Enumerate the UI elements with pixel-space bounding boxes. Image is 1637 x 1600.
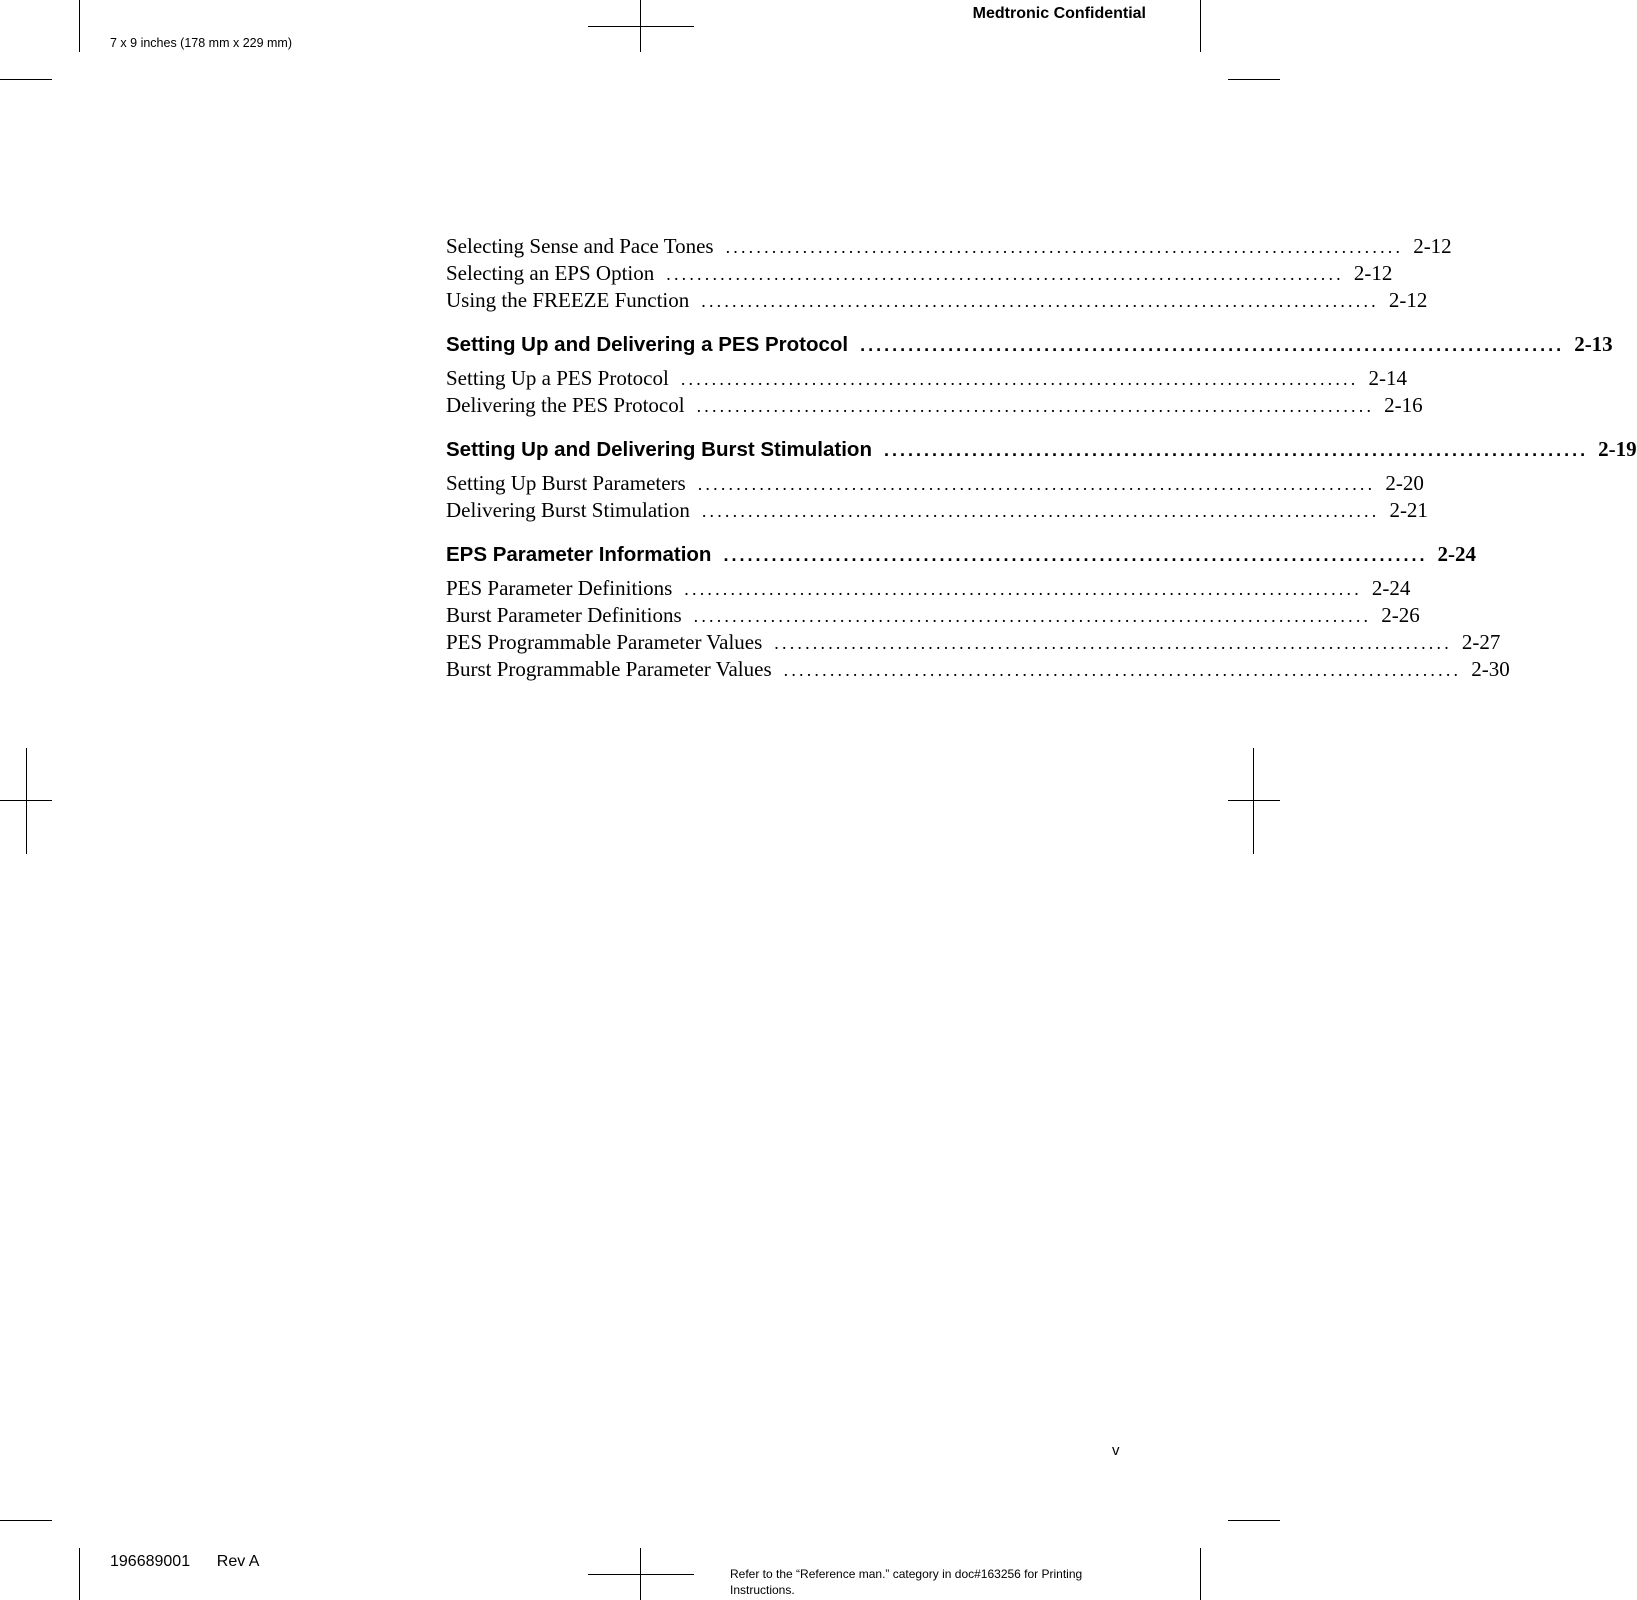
toc-entry-title: Burst Programmable Parameter Values xyxy=(446,657,772,681)
dot-leader: ........................................................................................ xyxy=(666,264,1344,284)
crop-mark xyxy=(1228,1520,1280,1521)
toc-entry-title: Delivering Burst Stimulation xyxy=(446,498,690,522)
crop-mark xyxy=(1200,1548,1201,1600)
toc-entry-page: 2-14 xyxy=(1368,366,1407,390)
toc-section-page: 2-19 xyxy=(1598,437,1637,461)
confidential-label: Medtronic Confidential xyxy=(972,5,1146,22)
toc-section-page: 2-24 xyxy=(1437,542,1477,566)
dot-leader: ........................................................................................ xyxy=(723,545,1428,565)
toc-entry-page: 2-16 xyxy=(1384,393,1423,417)
toc-entry-page: 2-26 xyxy=(1381,603,1420,627)
toc-entry[interactable] xyxy=(446,233,1452,260)
crop-mark xyxy=(79,1548,80,1600)
toc-entry-title: PES Parameter Definitions xyxy=(446,576,673,600)
toc-entry-title: Setting Up a PES Protocol xyxy=(446,366,669,390)
toc-entry-page: 2-12 xyxy=(1388,288,1428,312)
dot-leader: ........................................................................................ xyxy=(696,396,1375,416)
document-revision: Rev A xyxy=(216,1553,260,1570)
page-folio: v xyxy=(1112,1442,1120,1459)
toc-entry[interactable] xyxy=(446,497,1428,524)
toc-entry[interactable] xyxy=(446,575,1411,602)
toc-section-title: EPS Parameter Information xyxy=(446,543,712,566)
toc-entry-page: 2-12 xyxy=(1413,234,1452,258)
toc-entry-page: 2-21 xyxy=(1389,498,1428,522)
trim-size-label: 7 x 9 inches (178 mm x 229 mm) xyxy=(110,36,293,50)
crop-mark xyxy=(0,1520,52,1521)
toc-entry-page: 2-24 xyxy=(1371,576,1411,600)
toc-entry[interactable] xyxy=(446,365,1407,392)
toc-entry-title: Setting Up Burst Parameters xyxy=(446,471,686,495)
toc-entry[interactable] xyxy=(446,629,1501,656)
toc-entry-page: 2-20 xyxy=(1385,471,1424,495)
registration-mark xyxy=(1228,800,1280,801)
toc-entry[interactable] xyxy=(446,656,1510,683)
registration-mark xyxy=(588,26,694,27)
toc-entry-title: Selecting an EPS Option xyxy=(446,261,655,285)
dot-leader: ........................................................................................ xyxy=(860,335,1565,355)
toc-section-heading[interactable] xyxy=(446,539,1477,569)
dot-leader: ........................................................................................ xyxy=(684,579,1362,599)
crop-mark xyxy=(1228,79,1280,80)
dot-leader: ........................................................................................ xyxy=(883,440,1589,460)
registration-mark xyxy=(0,800,52,801)
document-number: 196689001 xyxy=(110,1553,191,1570)
toc-entry[interactable] xyxy=(446,470,1424,497)
toc-entry-title: Delivering the PES Protocol xyxy=(446,393,685,417)
crop-mark xyxy=(0,79,52,80)
toc-entry-page: 2-30 xyxy=(1471,657,1510,681)
dot-leader: ........................................................................................ xyxy=(725,237,1404,257)
toc-entry[interactable] xyxy=(446,260,1393,287)
toc-entry-title: Using the FREEZE Function xyxy=(446,288,690,312)
dot-leader: ........................................................................................ xyxy=(693,606,1372,626)
dot-leader: ........................................................................................ xyxy=(697,474,1376,494)
dot-leader: ........................................................................................ xyxy=(701,501,1380,521)
registration-mark xyxy=(26,748,27,854)
registration-mark xyxy=(1253,748,1254,854)
toc-section-page: 2-13 xyxy=(1574,332,1613,356)
toc-entry-title: PES Programmable Parameter Values xyxy=(446,630,763,654)
registration-mark xyxy=(640,1548,641,1600)
toc-entry-title: Selecting Sense and Pace Tones xyxy=(446,234,714,258)
toc-entry[interactable] xyxy=(446,392,1423,419)
dot-leader: ........................................................................................ xyxy=(783,660,1462,680)
registration-mark xyxy=(588,1574,694,1575)
toc-section-heading[interactable] xyxy=(446,434,1637,464)
dot-leader: ........................................................................................ xyxy=(701,291,1379,311)
toc-section-title: Setting Up and Delivering Burst Stimulation xyxy=(446,438,872,461)
document-id xyxy=(110,1553,259,1571)
toc-entry[interactable] xyxy=(446,602,1420,629)
crop-mark xyxy=(1200,0,1201,52)
table-of-contents xyxy=(446,233,1637,683)
crop-mark xyxy=(79,0,80,52)
toc-entry-page: 2-12 xyxy=(1353,261,1393,285)
toc-entry-title: Burst Parameter Definitions xyxy=(446,603,682,627)
registration-mark xyxy=(640,0,641,52)
toc-section-heading[interactable] xyxy=(446,329,1613,359)
dot-leader: ........................................................................................ xyxy=(774,633,1452,653)
toc-entry-page: 2-27 xyxy=(1461,630,1501,654)
toc-entry[interactable] xyxy=(446,287,1428,314)
dot-leader: ........................................................................................ xyxy=(680,369,1359,389)
printing-instructions-note: Refer to the “Reference man.” category in doc#163256 for Printing Instructions. xyxy=(730,1567,1083,1597)
toc-section-title: Setting Up and Delivering a PES Protocol xyxy=(446,333,849,356)
